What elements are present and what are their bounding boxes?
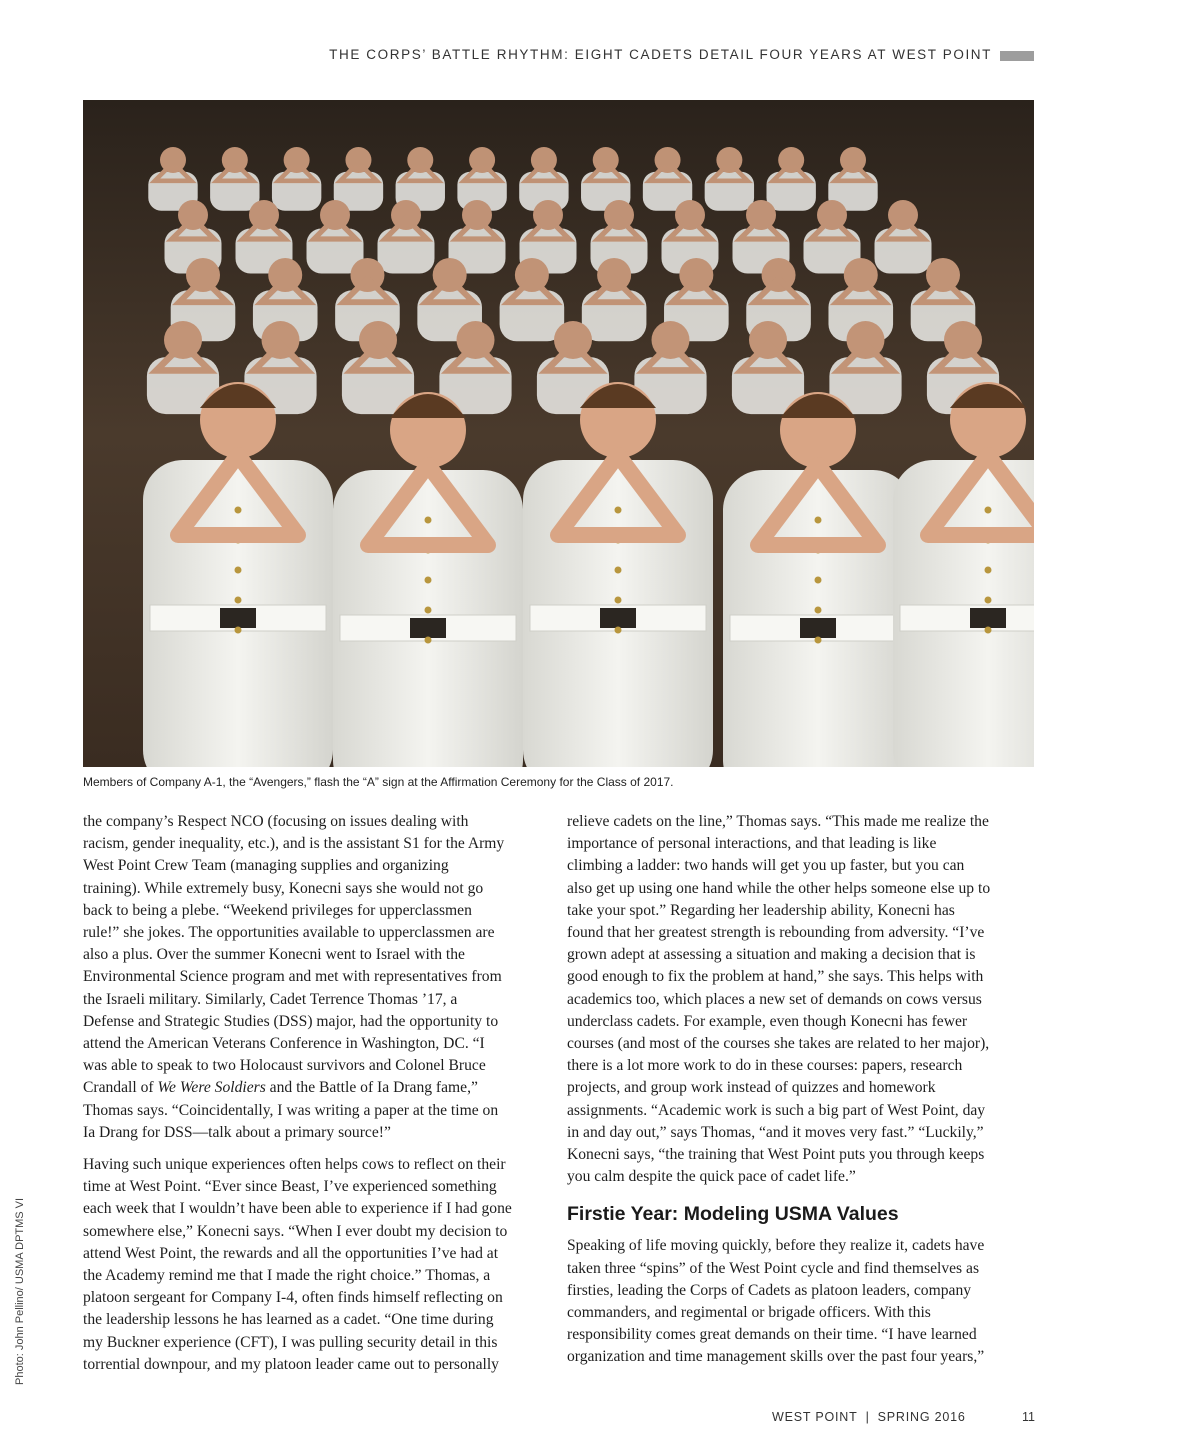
left-paragraph-1: the company’s Respect NCO (focusing on issues dealing with racism, gender inequality, etc.), and is the assistant S1 for the Army West Point Crew Team (managing supplies and organizing training). While extremely busy, Konecni says she would not go back to being a plebe. “Weekend privileges for upperclassmen rule!” she jokes. The opportunities available to upperclassmen are also a plus. Over the summer Konecni went to Israel with the Environmental Science program and met with representatives from the Israeli military. Similarly, Cadet Terrence Thomas ’17, a Defense and Strategic Studies (DSS) major, had the opportunity to attend the American Veterans Conference in Washington, DC. “I was able to speak to two Holocaust survivors and Colonel Bruce Crandall of We Were Soldiers and the Battle of Ia Drang fame,” Thomas says. “Coincidentally, I was writing a paper at the time on Ia Drang for DSS—talk about a primary source!” [83, 813, 505, 1141]
left-column [83, 811, 550, 1376]
left-paragraph-2: Having such unique experiences often helps cows to reflect on their time at West Point. “Ever since Beast, I’ve experienced something each week that I wouldn’t have been able to experience if I had gone somewhere else,” Konecni says. “When I ever doubt my decision to attend West Point, the rewards and all the opportunities I’ve had at the Academy remind me that I made the right choice.” Thomas, a platoon sergeant for Company I-4, often finds himself reflecting on the leadership lessons he has learned as a cadet. “One time during my Buckner experience (CFT), I was pulling security detail in this torrential downpour, and my platoon leader came out to personally [83, 1156, 512, 1373]
page-number: 11 [1022, 1410, 1035, 1424]
right-column [567, 811, 1034, 1369]
footer-magazine: WEST POINT [772, 1410, 858, 1424]
footer [772, 1410, 966, 1424]
right-paragraph-2: Speaking of life moving quickly, before they realize it, cadets have taken three “spins” of the West Point cycle and find themselves as firsties, leading the Corps of Cadets as platoon leaders, company commanders, and regimental or brigade officers. With this responsibility comes great demands on their time. “I have learned organization and time management skills over the past four years,” [567, 1237, 985, 1366]
cadets-photo [83, 100, 1034, 767]
running-head-bar [1000, 51, 1034, 61]
footer-separator: | [865, 1410, 870, 1424]
book-title: We Were Soldiers [157, 1079, 266, 1097]
photo-caption: Members of Company A-1, the “Avengers,” flash the “A” sign at the Affirmation Ceremony for the Class of 2017. [83, 775, 674, 789]
right-paragraph-1: relieve cadets on the line,” Thomas says. “This made me realize the importance of personal interactions, and that leading is like climbing a ladder: two hands will get you up faster, but you can also get up using one hand while the other helps someone else up to take your spot.” Regarding her leadership ability, Konecni has found that her greatest strength is rebounding from adversity. “I’ve grown adept at assessing a situation and making a decision that is good enough to fix the problem at hand,” she says. This helps with academics too, which places a new set of demands on cows versus underclass cadets. For example, even though Konecni has fewer courses (and most of the courses she takes are related to her major), there is a lot more work to do in these courses: papers, research projects, and group work instead of quizzes and homework assignments. “Academic work is such a big part of West Point, day in and day out,” says Thomas, “and it moves very fast.” “Luckily,” Konecni says, “the training that West Point puts you through keeps you calm despite the quick pace of cadet life.” [567, 813, 991, 1186]
footer-issue: SPRING 2016 [877, 1410, 966, 1424]
section-heading: Firstie Year: Modeling USMA Values [567, 1203, 899, 1226]
running-head: THE CORPS’ BATTLE RHYTHM: EIGHT CADETS DETAIL FOUR YEARS AT WEST POINT [329, 47, 992, 62]
photo-credit: Photo: John Pellino/ USMA DPTMS VI [14, 1197, 26, 1385]
